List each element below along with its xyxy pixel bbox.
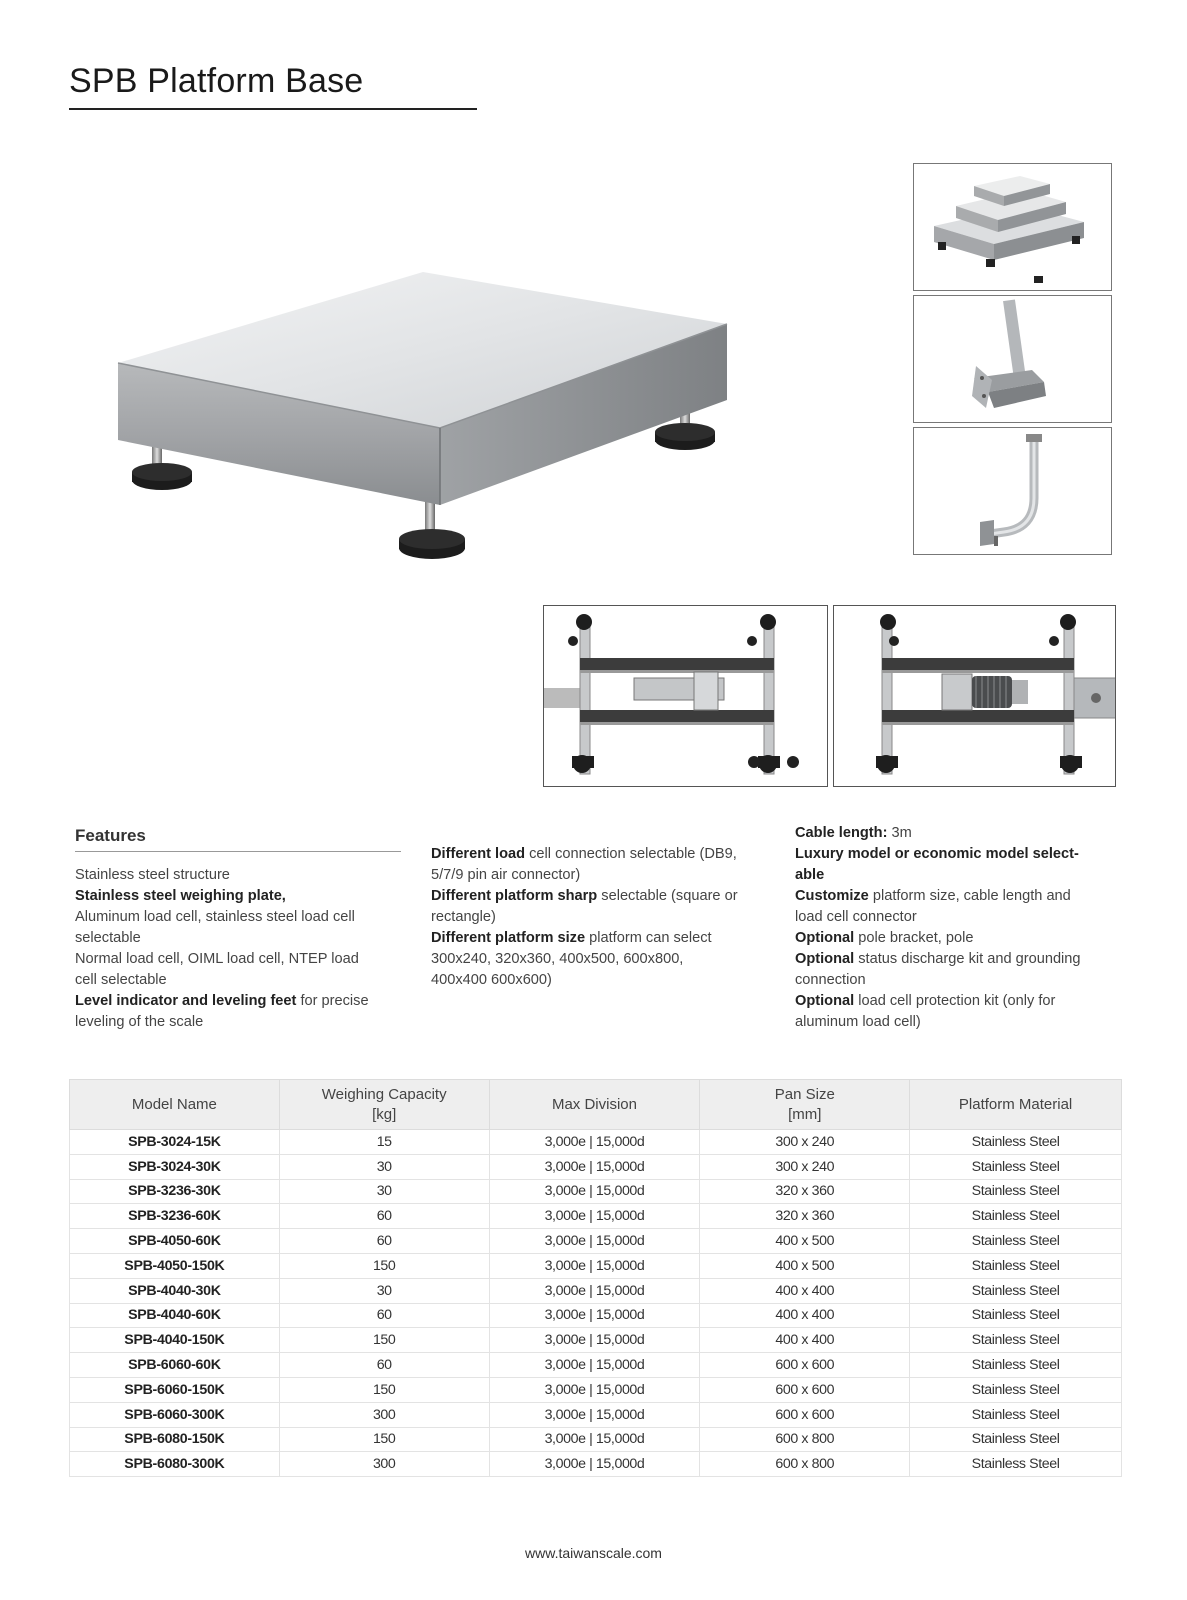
- table-cell: 300: [279, 1452, 489, 1477]
- table-cell: 150: [279, 1377, 489, 1402]
- feature-text: selectable (square or: [597, 888, 738, 904]
- table-cell: Stainless Steel: [910, 1204, 1122, 1229]
- feature-text: platform size, cable length and: [868, 888, 1071, 904]
- table-cell: 600 x 600: [700, 1402, 910, 1427]
- pole-bracket-thumbnail: [913, 295, 1112, 423]
- spec-table: [69, 1079, 1122, 1477]
- table-row: [70, 1402, 1122, 1427]
- table-row: [70, 1154, 1122, 1179]
- table-cell: Stainless Steel: [910, 1377, 1122, 1402]
- column-header: [70, 1080, 280, 1130]
- feature-text: aluminum load cell): [795, 1014, 921, 1030]
- table-cell: 3,000e | 15,000d: [489, 1179, 700, 1204]
- feature-text: Aluminum load cell, stainless steel load cell: [75, 909, 355, 925]
- table-cell: 3,000e | 15,000d: [489, 1452, 700, 1477]
- feature-line: [75, 991, 405, 1012]
- table-row: [70, 1377, 1122, 1402]
- table-row: [70, 1303, 1122, 1328]
- feature-text: cell selectable: [75, 972, 167, 988]
- feature-bold-text: Optional: [795, 993, 855, 1009]
- feature-line: [431, 970, 771, 991]
- table-cell: 3,000e | 15,000d: [489, 1130, 700, 1155]
- table-cell: Stainless Steel: [910, 1427, 1122, 1452]
- feature-line: [75, 928, 405, 949]
- feature-text: 400x400 600x600): [431, 972, 552, 988]
- feature-text: 300x240, 320x360, 400x500, 600x800,: [431, 951, 684, 967]
- feature-line: [795, 844, 1125, 865]
- table-cell: Stainless Steel: [910, 1278, 1122, 1303]
- table-cell: Stainless Steel: [910, 1179, 1122, 1204]
- table-row: [70, 1452, 1122, 1477]
- table-row: [70, 1427, 1122, 1452]
- table-cell: 400 x 400: [700, 1328, 910, 1353]
- table-cell: 60: [279, 1353, 489, 1378]
- feature-line: [795, 1012, 1125, 1033]
- table-cell: SPB-4040-150K: [70, 1328, 280, 1353]
- feature-line: [795, 886, 1125, 907]
- feature-text: cell connection selectable (DB9,: [525, 846, 737, 862]
- table-cell: Stainless Steel: [910, 1303, 1122, 1328]
- feature-line: [431, 949, 771, 970]
- feature-line: [431, 907, 771, 928]
- table-cell: 3,000e | 15,000d: [489, 1353, 700, 1378]
- table-cell: SPB-3236-60K: [70, 1204, 280, 1229]
- title-underline: [69, 108, 477, 110]
- table-cell: 600 x 600: [700, 1377, 910, 1402]
- curved-pole-thumbnail: [913, 427, 1112, 555]
- table-cell: SPB-3024-30K: [70, 1154, 280, 1179]
- table-cell: 150: [279, 1253, 489, 1278]
- table-cell: SPB-4050-150K: [70, 1253, 280, 1278]
- feature-text: platform can select: [585, 930, 712, 946]
- table-row: [70, 1130, 1122, 1155]
- table-cell: SPB-6060-60K: [70, 1353, 280, 1378]
- feature-bold-text: Cable length:: [795, 825, 888, 841]
- feature-text: 3m: [887, 825, 912, 841]
- table-cell: 3,000e | 15,000d: [489, 1377, 700, 1402]
- feature-text: rectangle): [431, 909, 496, 925]
- feature-line: [431, 844, 771, 865]
- table-cell: 400 x 400: [700, 1303, 910, 1328]
- table-cell: 600 x 800: [700, 1452, 910, 1477]
- feature-text: for precise: [296, 993, 369, 1009]
- table-cell: 60: [279, 1303, 489, 1328]
- table-cell: SPB-6060-150K: [70, 1377, 280, 1402]
- table-cell: Stainless Steel: [910, 1154, 1122, 1179]
- feature-text: leveling of the scale: [75, 1014, 204, 1030]
- column-header-label: Max Division: [551, 1095, 637, 1113]
- feature-text: pole bracket, pole: [854, 930, 974, 946]
- feature-line: [75, 970, 405, 991]
- column-header: [910, 1080, 1122, 1130]
- table-cell: 150: [279, 1328, 489, 1353]
- table-row: [70, 1179, 1122, 1204]
- feature-line: [431, 865, 771, 886]
- table-cell: SPB-3024-15K: [70, 1130, 280, 1155]
- footer-website: www.taiwanscale.com: [525, 1545, 662, 1561]
- table-cell: 60: [279, 1204, 489, 1229]
- feature-line: [795, 970, 1125, 991]
- feature-line: [75, 886, 405, 907]
- feature-line: [431, 886, 771, 907]
- table-cell: 3,000e | 15,000d: [489, 1427, 700, 1452]
- table-cell: SPB-6060-300K: [70, 1402, 280, 1427]
- feature-line: [795, 907, 1125, 928]
- feature-text: connection: [795, 972, 866, 988]
- features-divider: [75, 851, 401, 852]
- column-header-unit: [kg]: [372, 1105, 397, 1123]
- feature-line: [75, 1012, 405, 1033]
- table-cell: SPB-6080-300K: [70, 1452, 280, 1477]
- table-cell: Stainless Steel: [910, 1353, 1122, 1378]
- table-cell: 30: [279, 1179, 489, 1204]
- table-cell: 400 x 500: [700, 1253, 910, 1278]
- feature-bold-text: Level indicator and leveling feet: [75, 993, 297, 1009]
- column-header-label: Pan Size: [774, 1085, 835, 1103]
- table-cell: 150: [279, 1427, 489, 1452]
- table-cell: 600 x 600: [700, 1353, 910, 1378]
- column-header-label: Weighing Capacity: [321, 1085, 447, 1103]
- table-cell: 300 x 240: [700, 1154, 910, 1179]
- table-row: [70, 1253, 1122, 1278]
- table-cell: Stainless Steel: [910, 1328, 1122, 1353]
- feature-bold-text: Different load: [431, 846, 526, 862]
- table-cell: 3,000e | 15,000d: [489, 1328, 700, 1353]
- feature-line: [795, 928, 1125, 949]
- feature-text: 5/7/9 pin air connector): [431, 867, 581, 883]
- table-cell: Stainless Steel: [910, 1402, 1122, 1427]
- table-cell: 300 x 240: [700, 1130, 910, 1155]
- features-column-3: [795, 823, 1125, 1033]
- table-cell: 3,000e | 15,000d: [489, 1402, 700, 1427]
- table-row: [70, 1328, 1122, 1353]
- table-cell: 320 x 360: [700, 1179, 910, 1204]
- feature-text: selectable: [75, 930, 141, 946]
- stainless-load-cell-detail: [833, 605, 1116, 787]
- feature-line: [431, 928, 771, 949]
- feature-text: Stainless steel structure: [75, 867, 230, 883]
- feature-bold-text: Different platform sharp: [431, 888, 598, 904]
- column-header: [489, 1080, 700, 1130]
- table-cell: SPB-4040-60K: [70, 1303, 280, 1328]
- table-cell: 3,000e | 15,000d: [489, 1278, 700, 1303]
- column-header-label: Platform Material: [958, 1095, 1073, 1113]
- table-cell: 30: [279, 1154, 489, 1179]
- table-cell: 3,000e | 15,000d: [489, 1204, 700, 1229]
- table-row: [70, 1229, 1122, 1254]
- feature-line: [795, 991, 1125, 1012]
- table-cell: SPB-3236-30K: [70, 1179, 280, 1204]
- table-cell: Stainless Steel: [910, 1452, 1122, 1477]
- column-header-label: Model Name: [131, 1095, 217, 1113]
- column-header: [279, 1080, 489, 1130]
- feature-bold-text: Optional: [795, 930, 855, 946]
- table-header-row: [70, 1080, 1122, 1130]
- table-cell: SPB-6080-150K: [70, 1427, 280, 1452]
- feature-line: [795, 865, 1125, 886]
- feature-bold-text: Luxury model or economic model select-: [795, 846, 1079, 862]
- feature-text: status discharge kit and grounding: [854, 951, 1081, 967]
- features-heading: Features: [75, 826, 146, 845]
- aluminum-load-cell-detail: [543, 605, 828, 787]
- features-column-2: [431, 844, 771, 991]
- feature-line: [75, 949, 405, 970]
- column-header: [700, 1080, 910, 1130]
- feature-line: [795, 949, 1125, 970]
- table-cell: 3,000e | 15,000d: [489, 1154, 700, 1179]
- feature-bold-text: Customize: [795, 888, 869, 904]
- feature-line: [75, 907, 405, 928]
- table-cell: 3,000e | 15,000d: [489, 1229, 700, 1254]
- platform-scale-image: [100, 250, 760, 590]
- table-cell: SPB-4050-60K: [70, 1229, 280, 1254]
- table-row: [70, 1353, 1122, 1378]
- feature-line: [795, 823, 1125, 844]
- table-row: [70, 1278, 1122, 1303]
- table-cell: Stainless Steel: [910, 1229, 1122, 1254]
- table-cell: 400 x 400: [700, 1278, 910, 1303]
- table-cell: 15: [279, 1130, 489, 1155]
- column-header-unit: [mm]: [788, 1105, 822, 1123]
- feature-text: load cell connector: [795, 909, 917, 925]
- table-row: [70, 1204, 1122, 1229]
- table-cell: Stainless Steel: [910, 1253, 1122, 1278]
- feature-bold-text: Optional: [795, 951, 855, 967]
- table-cell: Stainless Steel: [910, 1130, 1122, 1155]
- feature-bold-text: Stainless steel weighing plate,: [75, 888, 286, 904]
- feature-bold-text: able: [795, 867, 825, 883]
- table-cell: 3,000e | 15,000d: [489, 1303, 700, 1328]
- table-cell: SPB-4040-30K: [70, 1278, 280, 1303]
- table-cell: 30: [279, 1278, 489, 1303]
- features-column-1: [75, 865, 405, 1033]
- table-cell: 320 x 360: [700, 1204, 910, 1229]
- platform-sizes-thumbnail: [913, 163, 1112, 291]
- table-cell: 60: [279, 1229, 489, 1254]
- feature-line: [75, 865, 405, 886]
- feature-text: Normal load cell, OIML load cell, NTEP load: [75, 951, 359, 967]
- table-cell: 600 x 800: [700, 1427, 910, 1452]
- table-cell: 300: [279, 1402, 489, 1427]
- page-title: SPB Platform Base: [69, 62, 364, 100]
- table-cell: 3,000e | 15,000d: [489, 1253, 700, 1278]
- feature-text: load cell protection kit (only for: [854, 993, 1056, 1009]
- table-cell: 400 x 500: [700, 1229, 910, 1254]
- feature-bold-text: Different platform size: [431, 930, 586, 946]
